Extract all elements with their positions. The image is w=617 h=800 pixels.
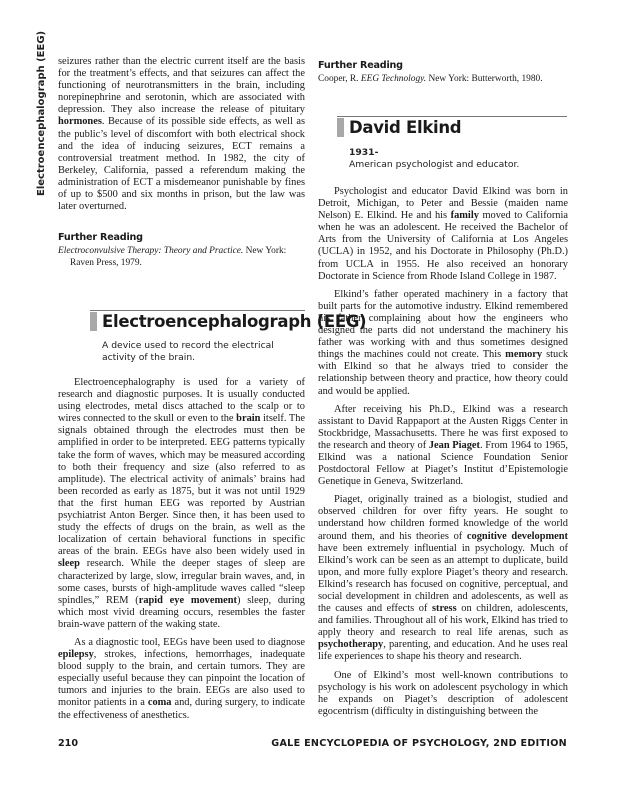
body-paragraph	[318, 494, 568, 663]
text-run: , strokes, infections, hemorrhages, inadequate blood supply to the brain, and certain tumors. They are especially useful because they can pinpoint the location of tumors and injuries to the brain. EEGs are also used to monitor patients in a	[58, 649, 305, 709]
entry-title: David Elkind	[349, 118, 462, 137]
body-paragraph	[318, 289, 568, 398]
text-run: have been extremely influential in psychology. Much of Elkind’s work can be seen as an attempt to duplicate, build upon, and more fully explore Piaget’s theory and research. Elkind’s research has focused on cognitive, perceptual, and social development in children and adolescents, as well as the causes and effects of	[318, 542, 568, 615]
entry-description: A device used to record the electrical activity of the brain.	[102, 340, 274, 363]
body-paragraph	[318, 670, 568, 718]
entry-title: Electroencephalograph (EEG)	[102, 312, 367, 331]
text-run: seizures rather than the electric current itself are the basis for the treatment’s effects, and that seizures can affect the functioning of neurotransmitters in the brain, including norepinephrine and serotonin, which are associated with depression. They also increase the release of pituitary	[58, 56, 305, 116]
text-run: and, during surgery, to indicate the effectiveness of anesthetics.	[58, 697, 305, 721]
entry-dates: 1931-	[349, 147, 379, 158]
right-column-top	[318, 60, 568, 86]
glossary-term[interactable]: stress	[432, 603, 457, 615]
text-run: on children, adolescents, and families. Throughout all of his work, Elkind has tried to apply theory and research to real life arenas, such as	[318, 603, 568, 639]
glossary-term[interactable]: coma	[147, 697, 172, 709]
header-rule	[90, 310, 305, 311]
text-run: Piaget, originally trained as a biologist, studied and observed children for over fifty years. He sought to understand how children formed knowledge of the world around them, and his theories of	[318, 494, 568, 542]
text-run: Psychologist and educator David Elkind was born in Detroit, Michigan, to Peter and Bessie (maiden name Nelson) E. Elkind. He and his	[318, 186, 568, 222]
text-run: , parenting, and education. And he uses real life experiences to shape his theory and research.	[318, 639, 568, 663]
body-paragraph	[58, 377, 305, 631]
glossary-term[interactable]: family	[450, 210, 479, 222]
glossary-term[interactable]: sleep	[58, 558, 80, 570]
running-head: Electroencephalograph (EEG)	[36, 30, 47, 196]
text-run: itself. The signals obtained through the electrodes must then be amplified in order to be interpreted. EEG patterns typically take the form of waves, which may be measured according to both their frequency and size (also referred to as amplitude). The electrical activity of animals’ brains had been recorded as early as 1875, but it was not until 1929 that the first human EEG was reported by Austrian psychiatrist Anton Berger. Since then, it has been used to study the effects of drugs on the brain, as well as the localization of certain behavioral functions in specific areas of the brain. EEGs have also been widely used in	[58, 413, 306, 558]
text-run: ) sleep, during which most vivid dreaming occurs, resembles the faster brain-wave pattern of the waking state.	[58, 594, 305, 630]
further-reading-citation	[58, 246, 305, 269]
elkind-body	[318, 186, 568, 724]
glossary-term[interactable]: memory	[505, 349, 543, 361]
text-run: . Because of its possible side effects, as well as the public’s level of discomfort with both electrical shock and the idea of inducing seizures, ECT remains a controversial treatment method. In 1982, the city of Berkeley, California, passed a referendum making the administration of ECT a misdemeanor punishable by fines of up to $500 and six months in prison, but the law was later overturned.	[58, 116, 305, 213]
further-reading-heading: Further Reading	[58, 232, 143, 244]
citation-rest: New York: Raven Press, 1979.	[70, 246, 287, 268]
text-run: Electroencephalography is used for a variety of research and diagnostic purposes. It is usually conducted using electrodes, metal discs attached to the scalp or to wires connected to the skull or even to the	[58, 377, 305, 425]
text-run: stuck with Elkind so that he always tried to consider the relationship between theory and practice, how theory could and would be applied.	[318, 349, 569, 397]
header-rule	[337, 116, 567, 117]
citation-rest: New York: Butterworth, 1980.	[426, 74, 543, 85]
header-bar	[90, 312, 97, 331]
intro-paragraph	[58, 56, 305, 213]
text-run: research. While the deeper stages of sleep are characterized by large, slow, irregular brain waves, and, in some cases, bursts of high-amplitude waves called “sleep spindles,” REM (	[58, 558, 305, 606]
body-paragraph	[318, 404, 568, 489]
glossary-term[interactable]: Jean Piaget	[428, 439, 480, 451]
text-run: . From 1964 to 1965, Elkind was a national Science Foundation Senior Postdoctoral Fellow at Piaget’s Institut d’Epistemologie Genetique in Geneva, Switzerland.	[318, 439, 569, 488]
header-bar	[337, 118, 344, 137]
glossary-term[interactable]: brain	[236, 413, 261, 425]
entry-description: American psychologist and educator.	[349, 159, 520, 170]
eeg-body	[58, 377, 305, 728]
text-run: As a diagnostic tool, EEGs have been used to diagnose	[74, 636, 305, 648]
page-number: 210	[58, 738, 79, 749]
publication-title: GALE ENCYCLOPEDIA OF PSYCHOLOGY, 2ND EDITION	[271, 738, 567, 749]
text-run: One of Elkind’s most well-known contributions to psychology is his work on adolescent psychology in which he expands on Piaget’s description of adolescent egocentrism (difficulty in distinguishing between the	[318, 669, 568, 717]
citation-author: Cooper, R.	[318, 74, 361, 85]
glossary-term[interactable]: rapid eye movement	[138, 594, 237, 606]
text-run: Elkind’s father operated machinery in a factory that built parts for the automotive industry. Elkind remembered his father complaining about how the engineers who designed the parts did not understand the machinery his father was working with and thus sometimes designed things the machines could not create. This	[318, 288, 568, 361]
further-reading-citation	[318, 74, 568, 86]
citation-title: Electroconvulsive Therapy: Theory and Practice.	[58, 246, 244, 257]
body-paragraph	[58, 637, 305, 722]
further-reading-heading: Further Reading	[318, 60, 403, 71]
text-run: moved to California when he was an adolescent. He received the Bachelor of Arts from the University of California at Los Angeles (UCLA) in 1952, and his Doctorate in Philosophy (Ph.D.) from UCLA in 1955. He also received an honorary Doctorate in Science from Rhode Island College in 1987.	[318, 210, 569, 282]
glossary-term[interactable]: epilepsy	[58, 649, 94, 661]
body-paragraph	[318, 186, 568, 283]
text-run: After receiving his Ph.D., Elkind was a research assistant to David Rappaport at the Austen Riggs Center in Stockbridge, Massachusetts. There he was first exposed to the research and theory of	[318, 403, 568, 451]
glossary-term[interactable]: psychotherapy	[318, 639, 384, 651]
glossary-term[interactable]: cognitive development	[466, 530, 568, 542]
glossary-term[interactable]: hormones	[58, 116, 102, 128]
left-column-top	[58, 56, 305, 269]
citation-title: EEG Technology.	[360, 74, 427, 85]
